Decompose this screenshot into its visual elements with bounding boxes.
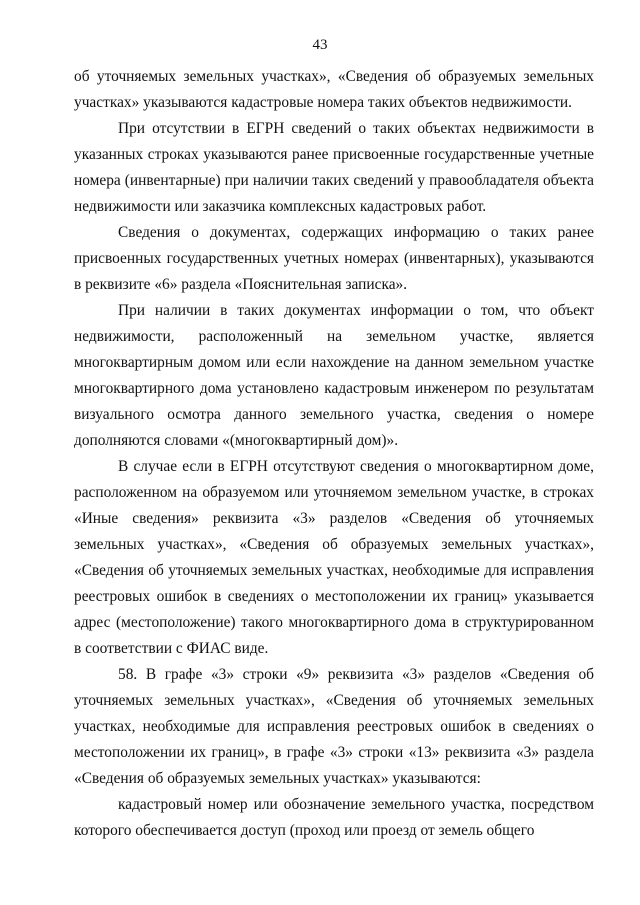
paragraph-3: Сведения о документах, содержащих информацию о таких ранее присвоенных государственных учетных номерах (инвентарных), указываются в реквизите «6» раздела «Пояснительная записка». xyxy=(74,224,594,293)
page-number: 43 xyxy=(312,37,328,53)
paragraph-6: 58. В графе «3» строки «9» реквизита «3» разделов «Сведения об уточняемых земельных участках», «Сведения об уточняемых земельных участках, необходимые для исправления реестровых ошибок в сведениях о местоположении их границ», в графе «3» строки «13» реквизита «3» раздела «Сведения об образуемых земельных участках» указываются: xyxy=(74,666,594,787)
paragraph-1: об уточняемых земельных участках», «Сведения об образуемых земельных участках» указываются кадастровые номера таких объектов недвижимости. xyxy=(74,68,594,111)
paragraph-7: кадастровый номер или обозначение земельного участка, посредством которого обеспечивается доступ (проход или проезд от земель общего xyxy=(74,796,594,839)
paragraph-5: В случае если в ЕГРН отсутствуют сведения о многоквартирном доме, расположенном на образуемом или уточняемом земельном участке, в строках «Иные сведения» реквизита «3» разделов «Сведения об уточняемых земельных участках», «Сведения об образуемых земельных участках», «Сведения об уточняемых земельных участках, необходимые для исправления реестровых ошибок в сведениях о местоположении их границ» указывается адрес (местоположение) такого многоквартирного дома в структурированном в соответствии с ФИАС виде. xyxy=(74,458,594,657)
document-body xyxy=(74,64,594,844)
paragraph-2: При отсутствии в ЕГРН сведений о таких объектах недвижимости в указанных строках указываются ранее присвоенные государственные учетные номера (инвентарные) при наличии таких сведений у правообладателя объекта недвижимости или заказчика комплексных кадастровых работ. xyxy=(74,120,594,215)
paragraph-4: При наличии в таких документах информации о том, что объект недвижимости, расположенный на земельном участке, является многоквартирным домом или если нахождение на данном земельном участке многоквартирного дома установлено кадастровым инженером по результатам визуального осмотра данного земельного участка, сведения о номере дополняются словами «(многоквартирный дом)». xyxy=(74,302,594,449)
